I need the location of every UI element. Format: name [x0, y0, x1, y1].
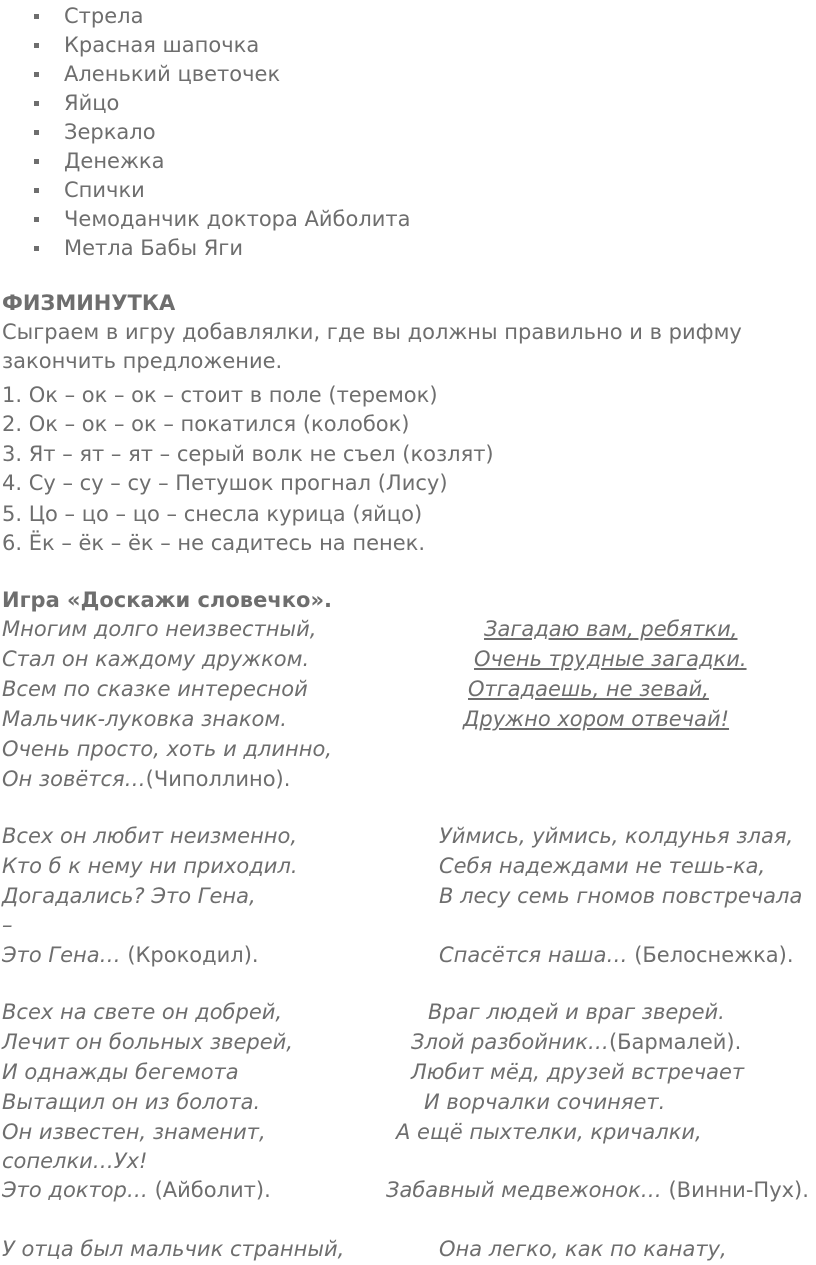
riddle-line: Всем по сказке интересной — [2, 677, 308, 701]
riddle-answer-line: Это Гена… (Крокодил). — [2, 943, 259, 967]
fizminutka-line: 3. Ят – ят – ят – серый волк не съел (козлят) — [2, 442, 494, 466]
fizminutka-heading: ФИЗМИНУТКА — [2, 291, 176, 315]
square-bullet-icon — [34, 188, 39, 193]
riddle-line: Многим долго неизвестный, — [2, 617, 317, 641]
square-bullet-icon — [34, 101, 39, 106]
riddle-line: У отца был мальчик странный, — [2, 1237, 345, 1261]
riddle-answer: (Белоснежка). — [634, 943, 794, 967]
square-bullet-icon — [34, 72, 39, 77]
list-item: Чемоданчик доктора Айболита — [34, 205, 411, 234]
list-item: Денежка — [34, 147, 411, 176]
riddle-answer-line: Это доктор… (Айболит). — [2, 1178, 271, 1202]
riddle-line: сопелки…Ух! — [2, 1149, 148, 1173]
fizminutka-intro-line: закончить предложение. — [2, 349, 283, 373]
riddle-line: И ворчалки сочиняет. — [424, 1090, 666, 1114]
fairy-items-list — [34, 2, 411, 263]
fizminutka-line: 2. Ок – ок – ок – покатился (колобок) — [2, 412, 410, 436]
list-item: Красная шапочка — [34, 31, 411, 60]
riddle-answer: (Чиполлино). — [145, 767, 291, 791]
riddle-line: Вытащил он из болота. — [2, 1090, 261, 1114]
riddle-line: Догадались? Это Гена, — [2, 884, 256, 908]
riddle-line: Он известен, знаменит, — [2, 1120, 266, 1144]
riddle-answer-line: Спасётся наша… (Белоснежка). — [439, 943, 794, 967]
riddle-line: Враг людей и враг зверей. — [428, 1000, 725, 1024]
riddle-line: Мальчик-луковка знаком. — [2, 707, 287, 731]
riddle-line: Себя надеждами не тешь-ка, — [439, 854, 766, 878]
riddle-answer-line: Забавный медвежонок… (Винни-Пух). — [386, 1178, 809, 1202]
list-item: Спички — [34, 176, 411, 205]
riddle-line: Она легко, как по канату, — [439, 1237, 727, 1261]
riddle-line: Уймись, уймись, колдунья злая, — [439, 824, 794, 848]
riddle-line: Очень трудные загадки. — [474, 647, 747, 671]
list-item: Стрела — [34, 2, 411, 31]
list-item: Зеркало — [34, 118, 411, 147]
square-bullet-icon — [34, 159, 39, 164]
square-bullet-icon — [34, 217, 39, 222]
riddle-answer: (Айболит). — [154, 1178, 271, 1202]
list-item: Яйцо — [34, 89, 411, 118]
riddle-line: Всех он любит неизменно, — [2, 824, 298, 848]
square-bullet-icon — [34, 130, 39, 135]
square-bullet-icon — [34, 43, 39, 48]
riddle-answer-line: Злой разбойник…(Бармалей). — [411, 1030, 742, 1054]
riddle-line: Дружно хором отвечай! — [463, 707, 730, 731]
riddle-answer: (Крокодил). — [127, 943, 259, 967]
square-bullet-icon — [34, 246, 39, 251]
riddle-answer-line: Он зовётся…(Чиполлино). — [2, 767, 291, 791]
fizminutka-line: 5. Цо – цо – цо – снесла курица (яйцо) — [2, 502, 423, 526]
fizminutka-intro-line: Сыграем в игру добавлялки, где вы должны правильно и в рифму — [2, 320, 742, 344]
fizminutka-line: 4. Су – су – су – Петушок прогнал (Лису) — [2, 471, 448, 495]
riddle-answer: (Бармалей). — [608, 1030, 742, 1054]
fizminutka-line: 6. Ёк – ёк – ёк – не садитесь на пенек. — [2, 531, 426, 555]
riddle-line: Любит мёд, друзей встречает — [411, 1060, 745, 1084]
list-item: Метла Бабы Яги — [34, 234, 411, 263]
riddle-line: Отгадаешь, не зевай, — [468, 677, 709, 701]
riddle-line: Стал он каждому дружком. — [2, 647, 310, 671]
game-heading: Игра «Доскажи словечко». — [2, 588, 332, 612]
riddle-line: В лесу семь гномов повстречала — [439, 884, 803, 908]
riddle-line: И однажды бегемота — [2, 1060, 239, 1084]
riddle-line: Кто б к нему ни приходил. — [2, 854, 298, 878]
riddle-answer: (Винни-Пух). — [668, 1178, 809, 1202]
riddle-line: Очень просто, хоть и длинно, — [2, 737, 332, 761]
riddle-line: Всех на свете он добрей, — [2, 1000, 283, 1024]
square-bullet-icon — [34, 14, 39, 19]
riddle-line: Загадаю вам, ребятки, — [484, 617, 738, 641]
fizminutka-line: 1. Ок – ок – ок – стоит в поле (теремок) — [2, 383, 438, 407]
riddle-line: А ещё пыхтелки, кричалки, — [396, 1120, 702, 1144]
riddle-line: – — [2, 913, 13, 937]
list-item: Аленький цветочек — [34, 60, 411, 89]
riddle-line: Лечит он больных зверей, — [2, 1030, 293, 1054]
